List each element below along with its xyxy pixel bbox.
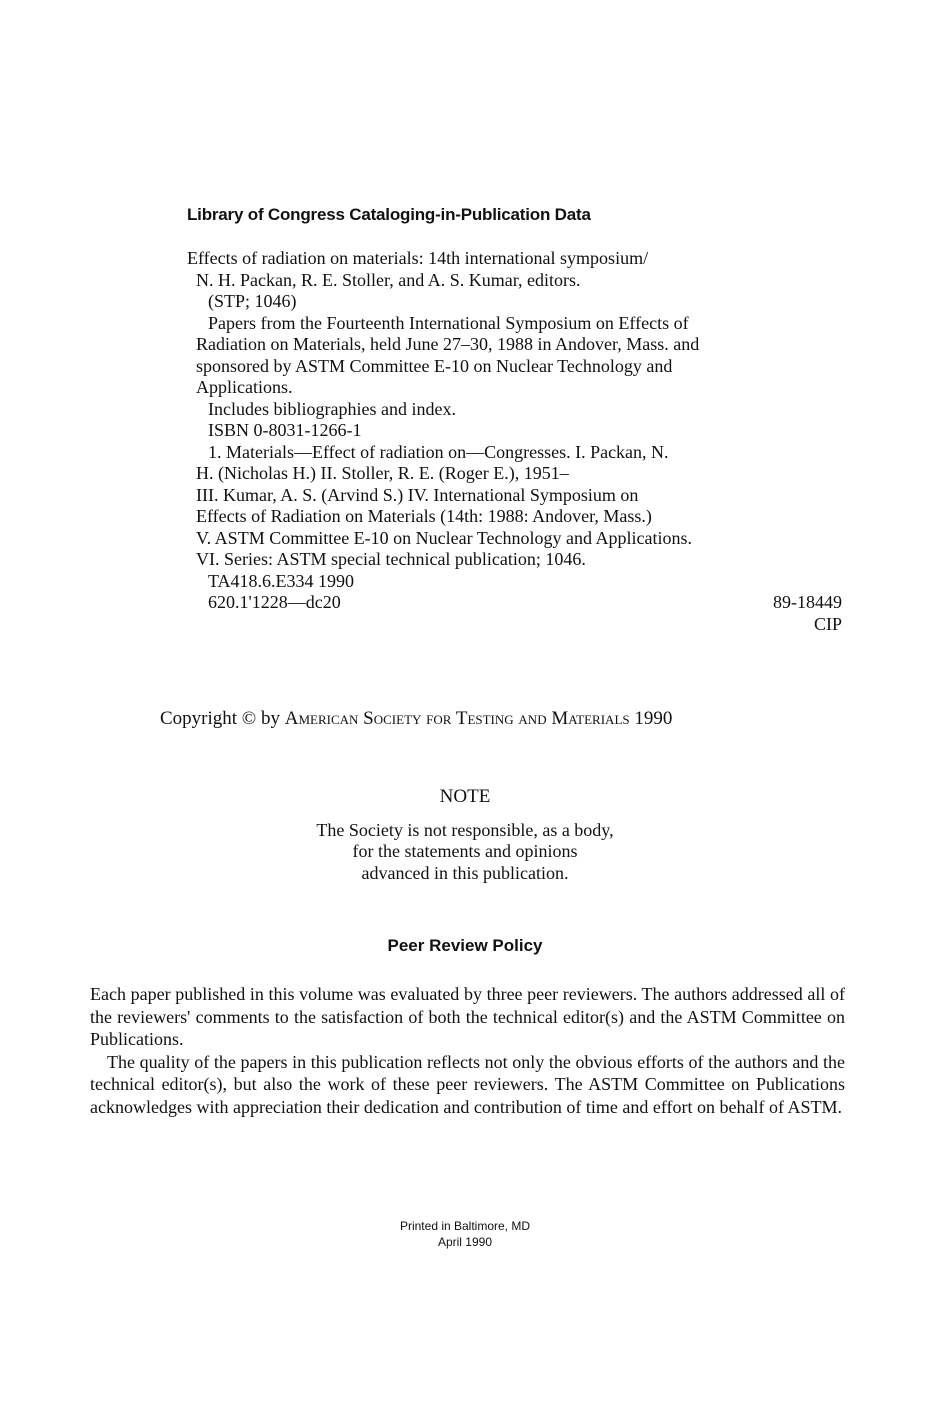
cip-classification: 620.1'1228—dc20	[208, 592, 341, 612]
cip-line: (STP; 1046)	[208, 291, 297, 311]
cip-line: Applications.	[196, 377, 293, 397]
printed-location: Printed in Baltimore, MD	[399, 1219, 531, 1233]
printed-info	[300, 1218, 630, 1250]
cip-lccn: 89-18449	[773, 592, 842, 612]
cip-line: Radiation on Materials, held June 27–30, 1988 in Andover, Mass. and	[196, 334, 700, 354]
peer-review-body	[90, 983, 845, 1118]
cip-record	[187, 248, 847, 635]
cip-line: Includes bibliographies and index.	[208, 398, 456, 419]
cip-line: 1. Materials—Effect of radiation on—Congresses. I. Packan, N.	[208, 441, 669, 462]
note-block	[200, 786, 730, 884]
cip-line: Papers from the Fourteenth International Symposium on Effects of	[208, 312, 689, 333]
cip-line: III. Kumar, A. S. (Arvind S.) IV. International Symposium on	[196, 484, 639, 505]
cip-line: TA418.6.E334 1990	[208, 570, 355, 591]
copyright-publisher: American Society for Testing and Materials	[284, 708, 630, 729]
peer-review-paragraph: The quality of the papers in this publication reflects not only the obvious efforts of the authors and the technical editor(s), but also the work of these peer reviewers. The ASTM Committee on Publications acknowledges with appreciation their dedication and contribution of time and effort on behalf of ASTM.	[90, 1051, 845, 1117]
cip-line: Effects of radiation on materials: 14th international symposium/	[187, 248, 649, 268]
cip-heading: Library of Congress Cataloging-in-Publication Data	[187, 205, 591, 224]
cip-line: ISBN 0-8031-1266-1	[208, 420, 362, 440]
cip-label: CIP	[813, 613, 842, 634]
note-line: for the statements and opinions	[352, 841, 578, 861]
copyright-line	[160, 708, 672, 730]
peer-review-paragraph: Each paper published in this volume was evaluated by three peer reviewers. The authors addressed all of the reviewers' comments to the satisfaction of both the technical editor(s) and the ASTM Committee on Publications.	[90, 984, 845, 1049]
cip-line: VI. Series: ASTM special technical publication; 1046.	[196, 549, 586, 569]
printed-date: April 1990	[437, 1235, 493, 1249]
peer-review-title: Peer Review Policy	[387, 936, 543, 955]
cip-classification-row	[187, 592, 842, 614]
cip-line: sponsored by ASTM Committee E-10 on Nuclear Technology and	[196, 355, 673, 376]
note-title: NOTE	[439, 786, 491, 807]
note-line: advanced in this publication.	[361, 862, 569, 883]
cip-line: N. H. Packan, R. E. Stoller, and A. S. Kumar, editors.	[196, 269, 581, 290]
note-line: The Society is not responsible, as a body,	[316, 819, 614, 840]
copyright-prefix: Copyright © by	[160, 708, 280, 729]
cip-line: V. ASTM Committee E-10 on Nuclear Technology and Applications.	[196, 527, 693, 548]
cip-line: H. (Nicholas H.) II. Stoller, R. E. (Roger E.), 1951–	[196, 463, 569, 483]
cip-line: Effects of Radiation on Materials (14th: 1988: Andover, Mass.)	[196, 506, 652, 526]
copyright-year: 1990	[634, 708, 673, 729]
